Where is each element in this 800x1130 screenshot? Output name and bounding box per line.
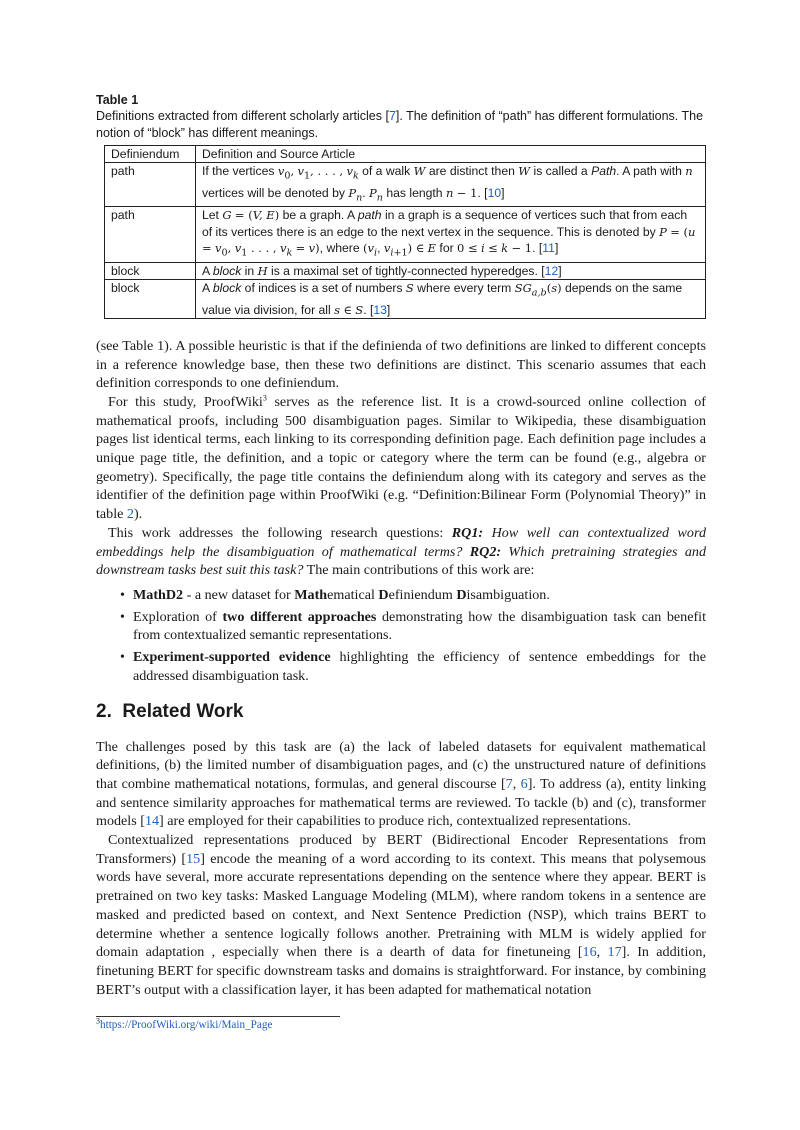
footnote-divider [96, 1016, 340, 1017]
table-row [105, 279, 706, 318]
table-header-cell: Definiendum [105, 146, 196, 163]
rq2-label: RQ2: [469, 543, 502, 560]
table-row [105, 163, 706, 207]
contribution-item: • Exploration of two different approaches demonstrating how the disambiguation task can benefit from contextualized semantic representations. [120, 608, 706, 644]
bullet-icon: • [120, 608, 125, 625]
definiendum-cell: path [105, 163, 196, 207]
citation-link[interactable]: 15 [186, 850, 201, 867]
paragraph: (see Table 1). A possible heuristic is that if the definienda of two definitions are linked to different concepts in a reference knowledge base, then these two definitions are distinct. This scenario assumes that each definition corresponds to one definiendum. [96, 337, 706, 392]
definiendum-cell: path [105, 207, 196, 262]
section-heading: 2. Related Work [96, 700, 244, 722]
definitions-table [104, 145, 706, 319]
citation-link[interactable]: 11 [542, 241, 555, 256]
contribution-item: • Experiment-supported evidence highlighting the efficiency of sentence embeddings for the addressed disambiguation task. [120, 649, 706, 684]
citation-link[interactable]: 12 [544, 263, 559, 278]
table-label: Table 1 [96, 93, 139, 107]
definiendum-cell: block [105, 279, 196, 318]
body-section [96, 337, 706, 580]
definition-cell: If the vertices $v_0$, $v_1$, . . . , $v_k$ of a walk W are distinct then W is called a Path. A path with n vertices will be denoted by $P_n$. $P_n$ has length n − 1. [10] [196, 163, 706, 207]
table-caption: Definitions extracted from different scholarly articles [7]. The definition of “path” has different formulations. The notion of “block” has different meanings. [96, 109, 704, 140]
paragraph: This work addresses the following research questions: RQ1: How well can contextualized word embeddings help the disambiguation of mathematical terms? RQ2: Which pretraining strategies and downstream tasks best suit this task? The main contributions of this work are: [96, 524, 706, 579]
table-row [105, 262, 706, 279]
contributions-list [96, 586, 706, 686]
footnote [96, 1016, 273, 1031]
definition-cell: A block of indices is a set of numbers S where every term $SG_{a,b}(s)$ depends on the same value via division, for all s ∈ S. [13] [196, 279, 706, 318]
citation-link[interactable]: 10 [487, 185, 502, 200]
bullet-icon: • [120, 587, 125, 603]
definiendum-cell: block [105, 262, 196, 279]
citation-link[interactable]: 14 [144, 813, 160, 830]
citation-link[interactable]: 17 [607, 944, 622, 961]
citation-link[interactable]: 13 [373, 302, 387, 317]
definition-cell: A block in H is a maximal set of tightly-connected hyperedges. [12] [196, 262, 706, 279]
rq1-label: RQ1: [451, 524, 484, 541]
contribution-item: • MathD2 - a new dataset for Mathematical Definiendum Disambiguation. [120, 587, 550, 603]
table-header-cell: Definition and Source Article [196, 146, 706, 163]
table-ref-link[interactable]: 2 [126, 506, 134, 523]
table-row [105, 207, 706, 262]
paragraph: Contextualized representations produced by BERT (Bidirectional Encoder Representations from Transformers) [15] encode the meaning of a word according to its context. This means that polysemous words have several, more accurate representations depending on the sentence where they appear. BERT is pretrained on two key tasks: Masked Language Modeling (MLM), where random tokens in a sentence are masked and predicted based on context, and Next Sentence Prediction (NSP), which trains BERT to determine whether a sentence logically follows another. Pretraining with MLM is widely applied for domain adaptation , especially when there is a dearth of data for finetuneing [16, 17]. In addition, finetuning BERT for specific downstream tasks and domains is straightforward. For instance, by combining BERT’s output with a classification layer, it has been adapted for mathematical notation [96, 832, 707, 998]
citation-link[interactable]: 16 [582, 944, 597, 961]
footnote-url-link[interactable]: https://ProofWiki.org/wiki/Main_Page [100, 1019, 273, 1031]
citation-link[interactable]: 7 [388, 109, 396, 123]
citation-link[interactable]: 7 [505, 775, 513, 792]
bullet-icon: • [120, 649, 125, 666]
paragraph: For this study, ProofWiki$^3$ serves as the reference list. It is a crowd-sourced online collection of mathematical proofs, including 500 disambiguation pages. Similar to Wikipedia, these disambiguation pages list identical terms, each linking to its corresponding definition page. Each definition page includes a unique page title, the definition, and a topic or category where the term can be found (e.g., algebra or geometry). Specifically, the page title contains the definiendum along with its category and serves as the identifier of the definition page within ProofWiki (e.g. “Definition:Bilinear Form (Polynomial Theory)” in table 2). [96, 393, 706, 523]
table-header-row [105, 146, 706, 163]
related-work-section [96, 738, 706, 1000]
paragraph: The challenges posed by this task are (a) the lack of labeled datasets for equivalent mathematical definitions, (b) the limited number of disambiguation pages, and (c) the unstructured nature of definitions that combine mathematical notations, formulas, and general discourse [7, 6]. To address (a), entity linking and sentence similarity approaches for mathematical terms are reviewed. To tackle (b) and (c), transformer models [14] are employed for their capabilities to produce rich, contextualized representations. [96, 738, 707, 830]
footnote-mark: 3 [96, 1016, 100, 1026]
definition-cell: Let G = (V, E) be a graph. A path in a graph is a sequence of vertices such that from each of its vertices there is an edge to the next vertex in the sequence. This is denoted by $P = (u = v_0$, $v_1$ . . . , $v_k = v$), where ($v_i$, $v_{i+1}$) ∈ E for 0 ≤ i ≤ k − 1. [11] [196, 207, 706, 262]
citation-link[interactable]: 6 [520, 775, 528, 792]
footnote-marker[interactable]: 3 [262, 393, 267, 403]
page-content [96, 92, 706, 999]
